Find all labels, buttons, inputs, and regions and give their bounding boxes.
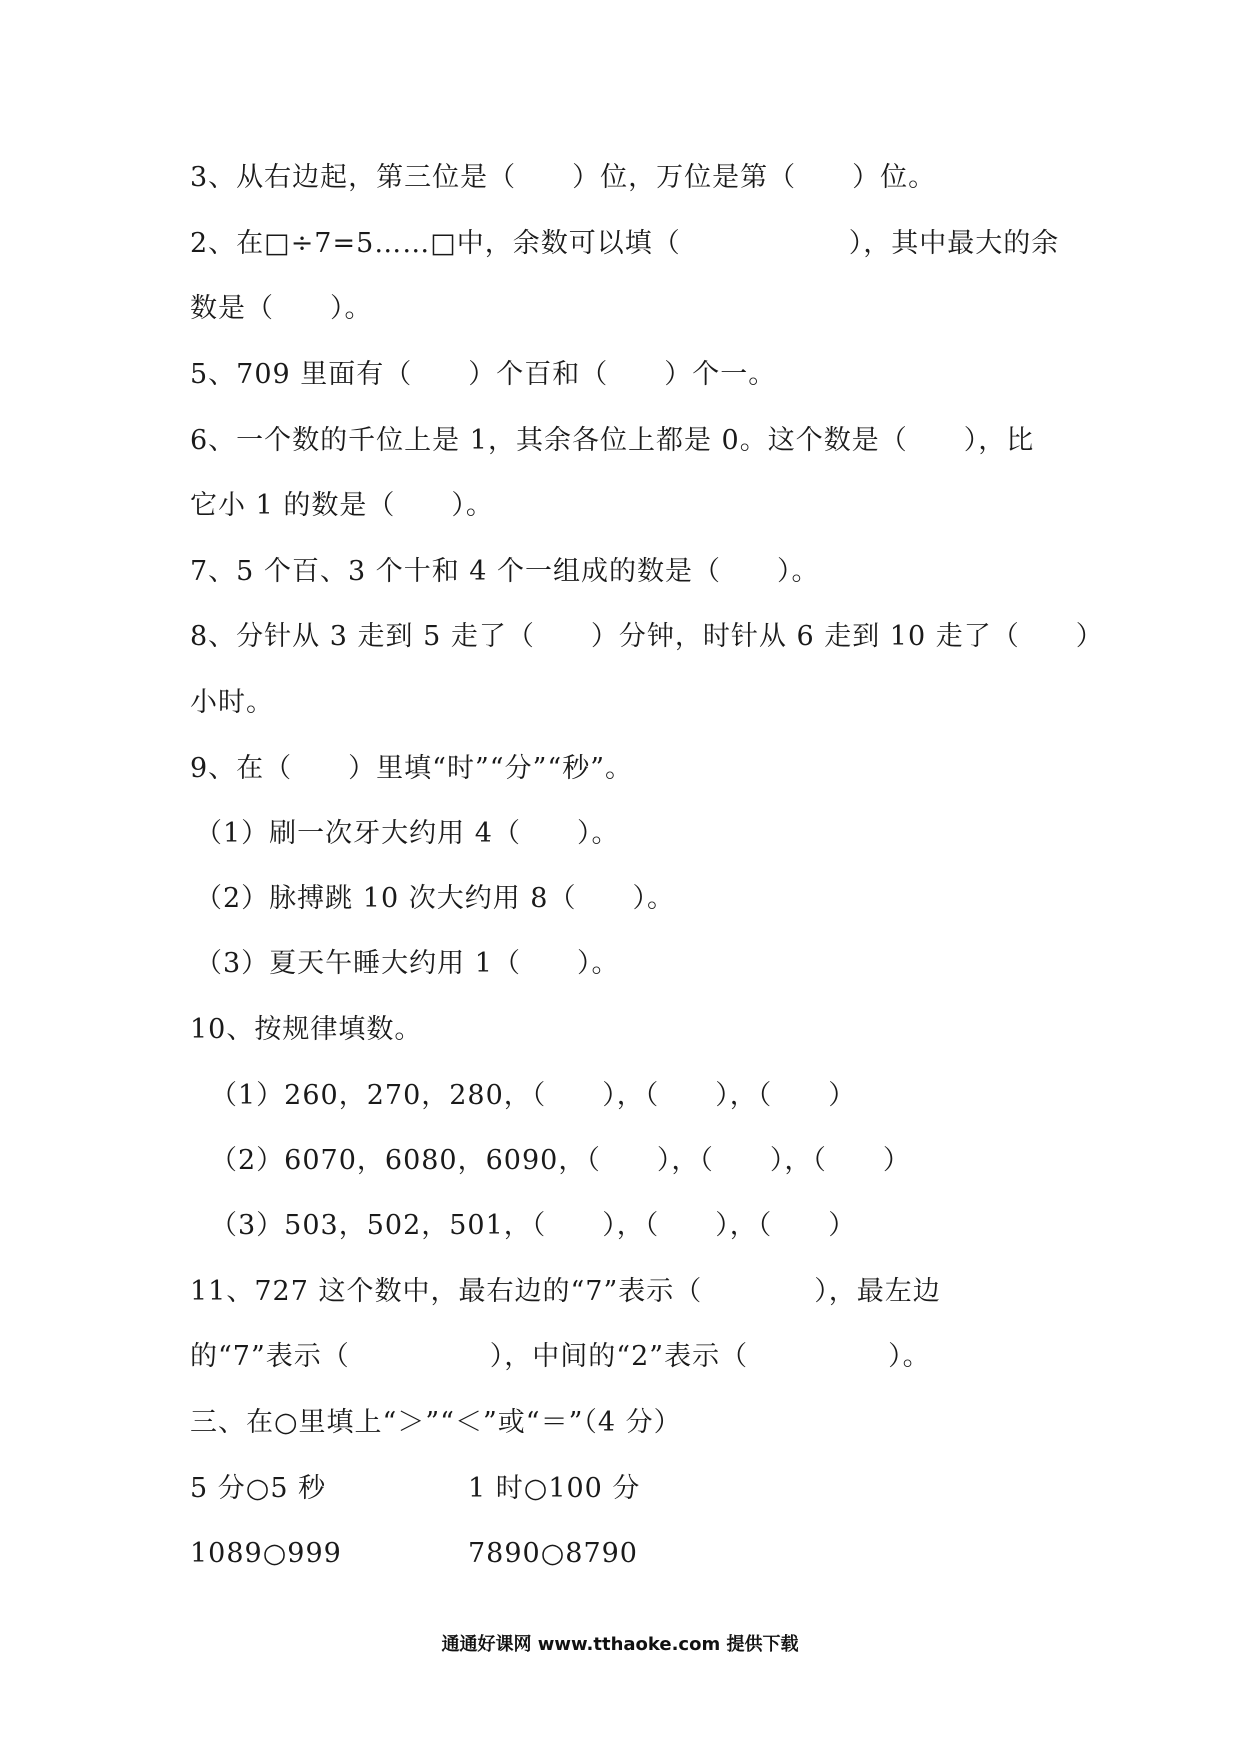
question-9-part-2: （2）脉搏跳 10 次大约用 8（ ）。	[195, 883, 675, 914]
question-3: 3、从右边起，第三位是（ ）位，万位是第（ ）位。	[190, 162, 937, 193]
question-10-part-2: （2）6070，6080，6090，（ ），（ ），（ ）	[210, 1145, 911, 1176]
question-5: 5、709 里面有（ ）个百和（ ）个一。	[190, 359, 777, 390]
question-9: 9、在（ ）里填“时”“分”“秒”。	[190, 753, 633, 784]
question-10-part-1: （1）260，270，280，（ ），（ ），（ ）	[210, 1080, 857, 1111]
question-2-line-1: 2、在□÷7=5……□中，余数可以填（ ），其中最大的余	[190, 228, 1060, 259]
compare-row-1-left: 5 分○5 秒	[190, 1473, 327, 1504]
compare-row-1-right: 1 时○100 分	[468, 1473, 641, 1504]
question-10-part-3: （3）503，502，501，（ ），（ ），（ ）	[210, 1210, 857, 1241]
section-3-title: 三、在○里填上“＞”“＜”或“＝”（4 分）	[190, 1407, 682, 1438]
compare-row-2-left: 1089○999	[190, 1538, 342, 1569]
question-9-part-3: （3）夏天午睡大约用 1（ ）。	[195, 948, 620, 979]
question-9-part-1: （1）刷一次牙大约用 4（ ）。	[195, 818, 620, 849]
question-6-line-1: 6、一个数的千位上是 1，其余各位上都是 0。这个数是（ ），比	[190, 425, 1035, 456]
question-6-line-2: 它小 1 的数是（ ）。	[190, 490, 494, 521]
question-8-line-2: 小时。	[190, 687, 274, 718]
question-11-line-1: 11、727 这个数中，最右边的“7”表示（ ），最左边	[190, 1276, 941, 1307]
question-7: 7、5 个百、3 个十和 4 个一组成的数是（ ）。	[190, 556, 820, 587]
question-10: 10、按规律填数。	[190, 1014, 423, 1045]
question-2-line-2: 数是（ ）。	[190, 293, 373, 324]
question-11-line-2: 的“7”表示（ ），中间的“2”表示（ ）。	[190, 1341, 931, 1372]
question-8-line-1: 8、分针从 3 走到 5 走了（ ）分钟，时针从 6 走到 10 走了（ ）	[190, 621, 1104, 652]
footer-watermark: 通通好课网 www.tthaoke.com 提供下载	[441, 1634, 799, 1655]
compare-row-2-right: 7890○8790	[468, 1538, 638, 1569]
